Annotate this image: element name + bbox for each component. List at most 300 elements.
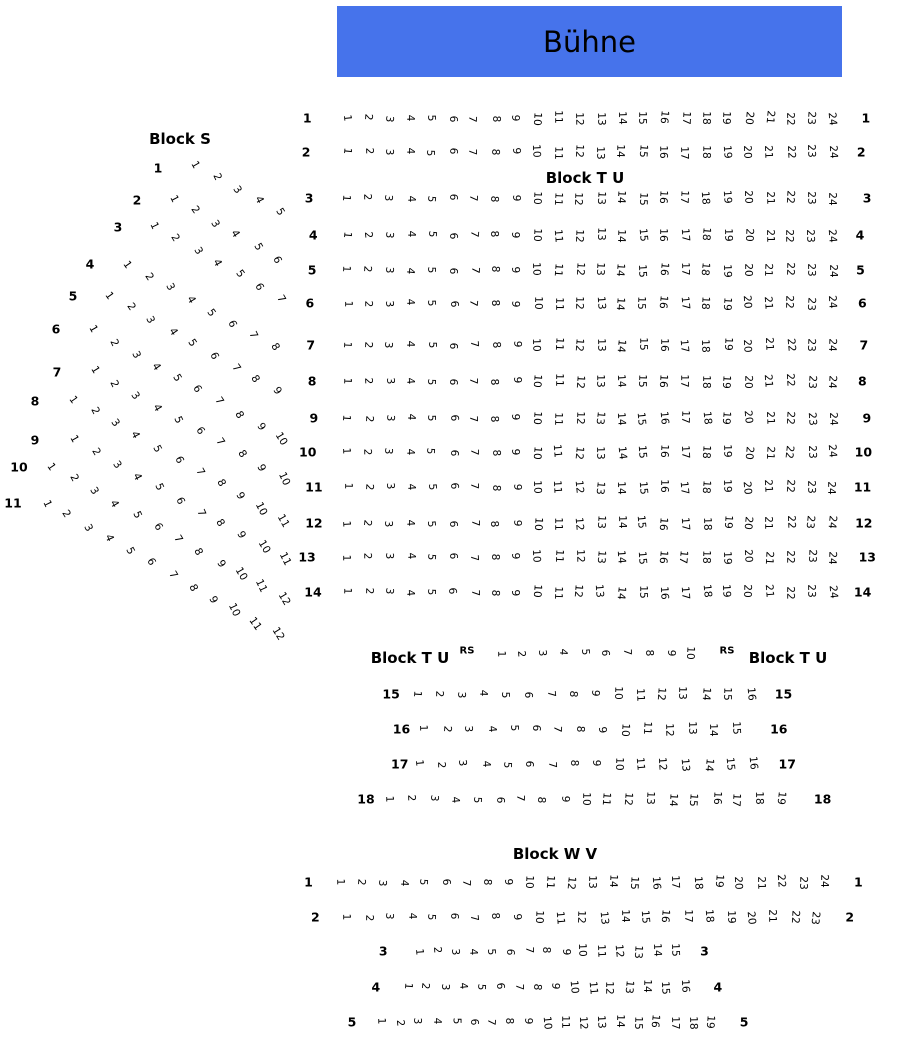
seat-number: 5 <box>471 796 484 805</box>
seat-number: 21 <box>761 373 775 388</box>
seat-number: 4 <box>404 195 418 203</box>
seat-number: 1 <box>383 795 396 802</box>
seat-number: 9 <box>270 384 285 398</box>
seat-number: 19 <box>712 873 726 889</box>
seat-number: 10 <box>531 517 545 532</box>
seat-number: 8 <box>566 690 580 698</box>
row-label-left: 3 <box>304 190 314 206</box>
seat-number: 11 <box>551 444 565 459</box>
seat-number: 14 <box>700 686 714 702</box>
seat-number: 6 <box>447 342 460 349</box>
seat-number: 4 <box>477 689 490 697</box>
seat-number: 1 <box>167 193 182 205</box>
seat-number: 11 <box>552 411 565 426</box>
seat-number: 17 <box>677 190 691 204</box>
row-label-right: 11 <box>853 479 872 495</box>
seat-number: 6 <box>522 760 536 768</box>
seat-number: 20 <box>742 110 756 126</box>
seat-number: 19 <box>774 790 788 806</box>
seat-number: 13 <box>622 979 636 994</box>
row-label-left: 1 <box>153 160 163 176</box>
seat-number: 12 <box>576 1015 590 1030</box>
seat-number: 3 <box>383 115 396 124</box>
seat-number: 4 <box>404 147 417 155</box>
seat-number: 2 <box>355 878 368 886</box>
seat-number: 2 <box>107 336 122 349</box>
seat-number: 12 <box>573 374 587 389</box>
seat-number: 2 <box>142 270 157 283</box>
seat-number: 18 <box>700 411 714 426</box>
seat-number: 16 <box>648 1013 663 1029</box>
seat-number: 5 <box>171 414 185 426</box>
seat-number: 4 <box>404 588 417 597</box>
seat-number: 22 <box>784 586 797 600</box>
rs-left-label: RS <box>459 645 475 657</box>
seat-number: 1 <box>334 878 347 886</box>
seat-number: 11 <box>552 373 565 387</box>
seat-number: 5 <box>417 878 430 886</box>
seat-number: 20 <box>740 295 754 310</box>
seat-number: 17 <box>677 374 691 388</box>
seat-number: 6 <box>447 299 461 308</box>
row-label-left: 14 <box>304 584 322 600</box>
seat-number: 6 <box>599 648 612 657</box>
seat-number: 22 <box>784 410 797 425</box>
seat-number: 5 <box>424 149 437 157</box>
seat-number: 14 <box>666 792 680 807</box>
row-label-left: 1 <box>304 874 313 890</box>
seat-number: 4 <box>467 948 480 956</box>
seat-number: 7 <box>468 265 482 274</box>
seat-number: 21 <box>762 516 775 530</box>
seat-number: 19 <box>721 551 734 566</box>
seat-number: 14 <box>650 942 664 957</box>
seat-number: 20 <box>741 409 755 425</box>
seat-number: 21 <box>761 262 775 277</box>
seat-number: 2 <box>363 914 376 922</box>
seat-number: 14 <box>618 908 632 923</box>
seat-number: 6 <box>522 691 535 699</box>
seat-number: 2 <box>210 171 224 183</box>
row-label-left: 3 <box>378 943 388 959</box>
seat-number: 9 <box>214 557 228 570</box>
seat-number: 4 <box>485 725 499 734</box>
seat-number: 6 <box>446 587 459 595</box>
seat-number: 1 <box>39 498 54 510</box>
seat-number: 4 <box>228 227 243 240</box>
seat-number: 7 <box>212 395 227 408</box>
seat-number: 12 <box>564 875 578 890</box>
seat-number: 4 <box>403 448 417 456</box>
seat-number: 16 <box>656 550 670 565</box>
seat-number: 14 <box>614 373 628 388</box>
seat-number: 3 <box>208 218 223 230</box>
seat-number: 8 <box>234 447 249 460</box>
row-label-left: 9 <box>309 410 319 426</box>
seat-number: 19 <box>719 374 733 389</box>
seat-number: 22 <box>784 479 798 494</box>
seat-number: 24 <box>818 874 831 888</box>
seat-number: 5 <box>508 724 521 732</box>
seat-number: 8 <box>487 415 500 423</box>
seat-number: 20 <box>742 228 756 242</box>
seat-number: 11 <box>553 911 567 926</box>
seat-number: 7 <box>467 340 481 349</box>
row-label-left: 13 <box>298 549 316 565</box>
seat-number: 6 <box>447 482 461 490</box>
seat-number: 20 <box>741 584 754 598</box>
seat-number: 16 <box>657 109 672 125</box>
row-label-right: 1 <box>861 110 871 126</box>
seat-number: 2 <box>361 265 374 273</box>
seat-number: 24 <box>826 192 839 206</box>
seat-number: 5 <box>500 761 514 769</box>
row-label-right: 14 <box>853 584 872 600</box>
seat-number: 13 <box>594 262 607 277</box>
seat-number: 3 <box>230 183 245 196</box>
seat-number: 5 <box>425 414 438 422</box>
seat-number: 2 <box>434 761 448 769</box>
seat-number: 23 <box>805 374 819 389</box>
seat-number: 9 <box>508 588 522 597</box>
seat-number: 3 <box>382 447 395 455</box>
seat-number: 17 <box>679 262 692 277</box>
seat-number: 21 <box>763 411 777 426</box>
seat-number: 3 <box>128 349 143 361</box>
seat-number: 11 <box>552 586 565 601</box>
seat-number: 8 <box>489 115 502 123</box>
seat-number: 12 <box>572 516 586 531</box>
seat-number: 11 <box>553 548 566 563</box>
seat-number: 9 <box>510 912 524 921</box>
seat-number: 18 <box>702 908 716 923</box>
seat-number: 23 <box>804 143 818 158</box>
seat-number: 16 <box>657 262 671 277</box>
seat-number: 2 <box>363 482 376 491</box>
seat-number: 10 <box>684 646 697 660</box>
seat-number: 16 <box>649 876 663 891</box>
seat-number: 8 <box>503 1017 516 1025</box>
seat-number: 17 <box>678 295 692 310</box>
seat-number: 4 <box>404 482 418 491</box>
seat-number: 10 <box>567 980 582 995</box>
seat-number: 2 <box>123 300 138 313</box>
seat-number: 15 <box>635 296 648 310</box>
seat-number: 2 <box>88 405 103 417</box>
seat-number: 6 <box>173 495 188 507</box>
seat-number: 24 <box>825 228 839 243</box>
seat-number: 20 <box>744 910 759 926</box>
seat-number: 16 <box>678 979 692 994</box>
seat-number: 7 <box>274 292 288 305</box>
seat-number: 11 <box>633 688 647 703</box>
seat-number: 2 <box>59 507 74 520</box>
seat-number: 14 <box>640 979 653 993</box>
seat-number: 15 <box>635 444 649 459</box>
seat-number: 7 <box>468 589 482 597</box>
seat-number: 6 <box>447 147 460 155</box>
seat-number: 3 <box>81 522 96 534</box>
seat-number: 11 <box>275 512 293 531</box>
seat-number: 9 <box>549 982 562 991</box>
seat-number: 1 <box>375 1017 388 1025</box>
seat-number: 1 <box>341 587 354 595</box>
seat-number: 8 <box>487 520 500 529</box>
seat-number: 9 <box>596 725 609 734</box>
seat-number: 10 <box>530 411 544 426</box>
row-label-left: 3 <box>113 219 123 235</box>
seat-number: 7 <box>229 361 243 374</box>
seat-number: 5 <box>424 298 438 307</box>
row-label-right: 6 <box>857 295 867 311</box>
row-label-left: 15 <box>382 686 400 702</box>
seat-number: 1 <box>120 258 135 271</box>
seat-number: 2 <box>362 147 376 155</box>
seat-number: 8 <box>214 476 229 489</box>
seat-number: 8 <box>643 649 656 657</box>
seat-number: 20 <box>740 338 754 353</box>
seat-number: 17 <box>679 410 692 425</box>
seat-number: 24 <box>825 111 839 127</box>
seat-number: 4 <box>456 982 470 990</box>
seat-number: 12 <box>573 338 586 353</box>
seat-number: 13 <box>676 686 689 701</box>
row-label-left: 4 <box>371 979 381 995</box>
seat-number: 12 <box>572 192 585 207</box>
seat-number: 19 <box>722 337 735 352</box>
row-label-left: 5 <box>307 262 317 278</box>
seat-number: 20 <box>741 549 755 564</box>
seat-number: 18 <box>700 517 713 532</box>
seat-number: 4 <box>556 648 570 657</box>
seat-number: 19 <box>719 410 733 425</box>
seat-number: 10 <box>530 446 544 461</box>
seat-number: 4 <box>403 114 417 122</box>
seat-number: 13 <box>593 446 607 461</box>
seat-number: 20 <box>740 145 754 160</box>
seat-number: 8 <box>186 582 201 594</box>
seat-number: 4 <box>405 230 418 238</box>
seat-number: 22 <box>774 873 788 889</box>
seat-number: 16 <box>657 190 671 205</box>
seat-number: 17 <box>679 585 693 601</box>
seat-number: 2 <box>107 378 122 390</box>
seat-number: 20 <box>742 445 756 460</box>
seat-number: 3 <box>383 231 396 239</box>
seat-number: 6 <box>190 382 205 395</box>
seat-number: 2 <box>361 193 374 201</box>
seat-number: 3 <box>382 520 395 528</box>
seat-number: 15 <box>635 373 649 388</box>
seat-number: 3 <box>383 266 396 274</box>
seat-number: 23 <box>805 411 819 426</box>
seat-number: 7 <box>467 913 481 922</box>
seat-number: 23 <box>805 338 818 353</box>
seat-number: 7 <box>468 554 481 562</box>
seat-number: 14 <box>614 1014 627 1029</box>
seat-number: 5 <box>425 912 438 921</box>
seat-number: 6 <box>447 232 460 240</box>
seat-number: 2 <box>66 471 81 484</box>
seat-number: 23 <box>804 111 818 126</box>
seat-number: 23 <box>809 910 823 926</box>
seat-number: 3 <box>384 482 397 490</box>
seat-number: 12 <box>572 479 586 494</box>
seat-number: 3 <box>376 879 389 887</box>
seat-number: 8 <box>489 265 502 273</box>
seat-number: 14 <box>616 515 629 529</box>
seat-number: 7 <box>213 436 228 449</box>
seat-number: 1 <box>102 289 116 302</box>
seat-number: 10 <box>612 757 626 772</box>
seat-number: 5 <box>150 443 165 456</box>
seat-number: 17 <box>679 111 693 126</box>
seat-number: 21 <box>762 145 775 160</box>
row-label-left: 9 <box>30 432 40 448</box>
seat-number: 18 <box>698 190 712 205</box>
seat-number: 1 <box>86 322 101 335</box>
seat-number: 3 <box>382 341 395 349</box>
row-label-left: 10 <box>10 459 28 475</box>
row-label-left: 4 <box>85 256 95 272</box>
seat-number: 7 <box>194 507 209 519</box>
stage <box>337 6 842 77</box>
seat-number: 18 <box>700 583 714 599</box>
seat-number: 2 <box>362 300 375 308</box>
seat-number: 5 <box>170 371 184 384</box>
seat-number: 5 <box>425 114 438 122</box>
seat-number: 15 <box>636 481 650 496</box>
seat-number: 8 <box>268 341 283 354</box>
seat-number: 10 <box>530 374 544 389</box>
seat-number: 8 <box>191 546 206 558</box>
seat-number: 6 <box>193 424 207 438</box>
seat-number: 24 <box>825 481 838 495</box>
seat-number: 17 <box>669 875 682 889</box>
seat-number: 7 <box>467 230 481 239</box>
seat-number: 24 <box>825 444 839 459</box>
seat-number: 7 <box>171 532 186 545</box>
seat-number: 2 <box>440 725 454 734</box>
seat-number: 13 <box>594 410 608 426</box>
seat-number: 22 <box>783 444 797 460</box>
seat-number: 23 <box>804 480 818 495</box>
seat-number: 5 <box>499 691 512 699</box>
seat-number: 14 <box>615 412 629 427</box>
seat-number: 18 <box>700 144 713 159</box>
seat-number: 4 <box>149 361 164 374</box>
seat-number: 7 <box>466 115 479 123</box>
seat-number: 8 <box>489 449 503 457</box>
seat-number: 19 <box>720 297 734 312</box>
seat-number: 3 <box>427 794 441 803</box>
seat-number: 15 <box>636 550 650 565</box>
seat-number: 21 <box>763 109 777 125</box>
seat-number: 19 <box>721 514 735 529</box>
seat-number: 16 <box>656 295 671 310</box>
seat-number: 9 <box>558 795 572 803</box>
seat-number: 16 <box>746 756 761 771</box>
seat-number: 1 <box>188 158 203 171</box>
seat-number: 6 <box>206 350 221 362</box>
seat-number: 4 <box>404 267 418 276</box>
seat-number: 15 <box>635 264 649 279</box>
seat-number: 2 <box>362 377 375 385</box>
seat-number: 10 <box>255 538 273 556</box>
seat-number: 11 <box>599 792 613 807</box>
seat-number: 20 <box>740 480 754 495</box>
row-label-left: 2 <box>132 192 142 208</box>
seat-number: 12 <box>573 228 586 243</box>
seat-number: 13 <box>594 549 608 565</box>
seat-number: 8 <box>481 878 494 886</box>
seat-number: 6 <box>447 193 460 201</box>
row-label-left: 7 <box>306 337 316 353</box>
seat-number: 21 <box>763 550 777 565</box>
seat-number: 8 <box>535 795 548 804</box>
seat-number: 18 <box>699 480 713 495</box>
seat-number: 10 <box>531 191 544 206</box>
seat-number: 9 <box>509 448 522 456</box>
row-label-right: 4 <box>713 979 723 995</box>
seat-number: 16 <box>658 338 671 352</box>
seat-number: 3 <box>383 377 397 385</box>
seat-number: 6 <box>270 254 285 266</box>
seat-number: 21 <box>762 583 777 598</box>
seat-number: 17 <box>677 549 691 565</box>
seat-number: 1 <box>341 377 354 385</box>
seat-number: 15 <box>720 687 734 702</box>
seat-number: 3 <box>128 390 142 403</box>
seat-number: 2 <box>362 341 375 349</box>
seat-number: 16 <box>710 791 724 805</box>
seat-number: 8 <box>488 230 501 238</box>
seat-number: 14 <box>614 228 627 243</box>
seat-number: 21 <box>761 479 775 493</box>
seat-number: 18 <box>698 339 712 353</box>
seat-number: 16 <box>656 516 670 531</box>
seat-number: 12 <box>572 112 586 126</box>
seat-number: 4 <box>102 532 116 544</box>
block-tu-rear-right-label: Block T U <box>748 649 828 667</box>
seat-number: 10 <box>619 723 632 738</box>
seat-number: 13 <box>594 146 607 160</box>
seat-number: 15 <box>637 228 651 243</box>
seat-number: 14 <box>614 144 627 159</box>
seat-number: 3 <box>382 911 396 920</box>
row-label-left: 8 <box>30 393 40 409</box>
seat-number: 3 <box>384 413 397 422</box>
seat-number: 1 <box>66 393 81 407</box>
seat-number: 22 <box>784 372 797 387</box>
seat-number: 8 <box>488 912 502 921</box>
seat-number: 10 <box>523 874 536 889</box>
seat-number: 2 <box>361 552 374 560</box>
seat-number: 12 <box>575 909 588 924</box>
seat-number: 1 <box>340 520 353 528</box>
seat-number: 5 <box>579 648 592 657</box>
seat-number: 10 <box>225 601 243 619</box>
seat-number: 10 <box>540 1015 555 1030</box>
seat-number: 19 <box>721 190 735 205</box>
seat-number: 13 <box>595 112 608 127</box>
seat-number: 11 <box>551 262 565 277</box>
seat-number: 15 <box>635 411 649 426</box>
seat-number: 8 <box>531 983 544 992</box>
seat-number: 7 <box>466 148 479 156</box>
seat-number: 1 <box>401 981 415 990</box>
seat-number: 1 <box>341 341 354 350</box>
